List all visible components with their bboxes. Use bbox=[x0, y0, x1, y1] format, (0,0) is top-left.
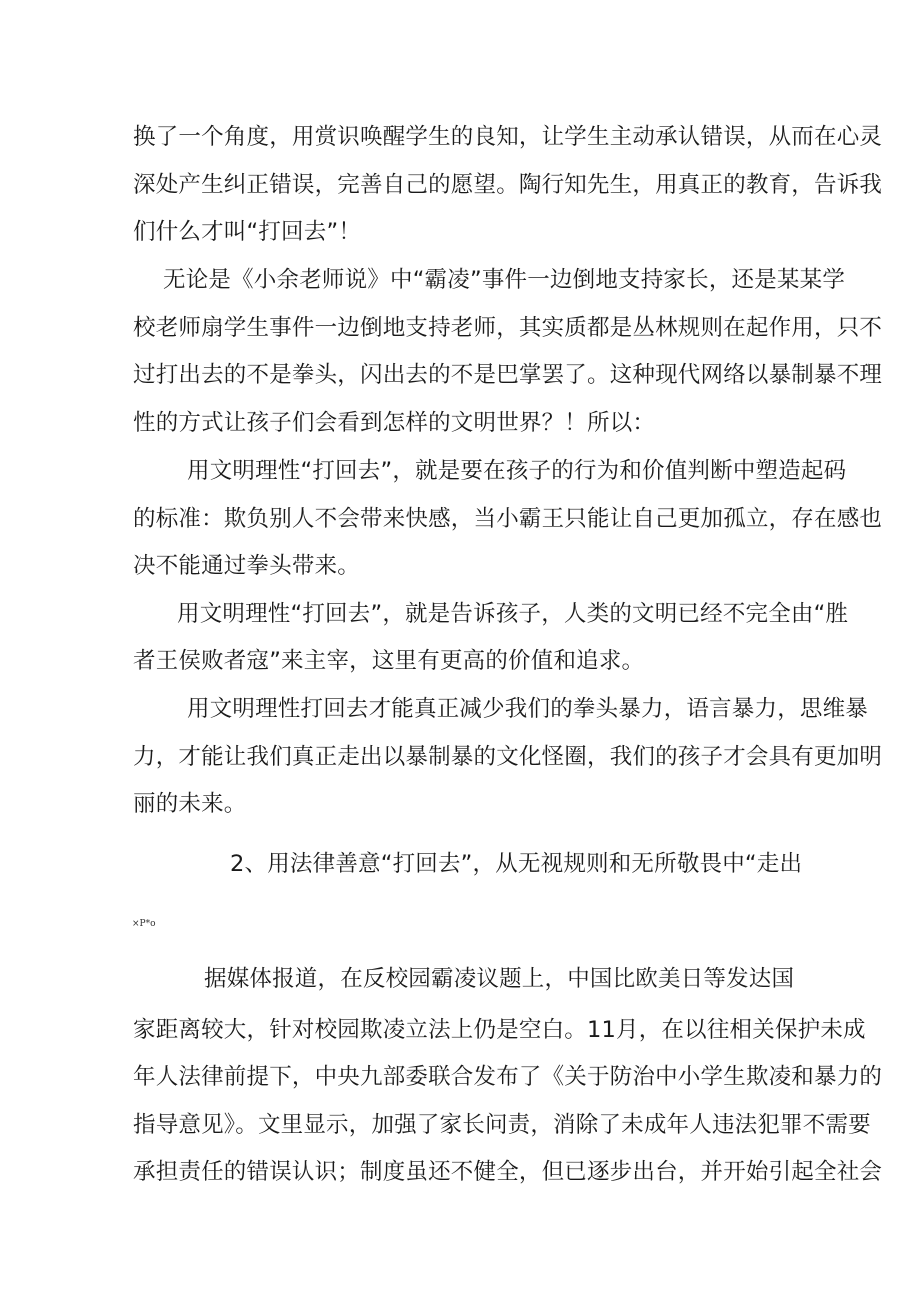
paragraph-1-line-2: 深处产生纠正错误，完善自己的愿望。陶行知先生，用真正的教育，告诉我 bbox=[133, 172, 883, 198]
paragraph-5-line-1: 用文明理性打回去才能真正减少我们的拳头暴力，语言暴力，思维暴 bbox=[187, 696, 869, 722]
paragraph-5-line-2: 力，才能让我们真正走出以暴制暴的文化怪圈，我们的孩子才会具有更加明 bbox=[133, 744, 883, 770]
paragraph-4-line-1: 用文明理性“打回去”，就是告诉孩子，人类的文明已经不完全由“胜 bbox=[177, 601, 849, 627]
stray-mark: ×P*o bbox=[132, 919, 156, 929]
paragraph-6-line-1: 据媒体报道，在反校园霸凌议题上，中国比欧美日等发达国 bbox=[204, 966, 795, 992]
paragraph-3-line-3: 决不能通过拳头带来。 bbox=[133, 553, 361, 579]
paragraph-2-line-4: 性的方式让孩子们会看到怎样的文明世界？！所以： bbox=[133, 410, 656, 436]
paragraph-7-line-2: 年人法律前提下，中央九部委联合发布了《关于防治中小学生欺凌和暴力的 bbox=[133, 1064, 883, 1090]
paragraph-4-line-2: 者王侯败者寇”来主宰，这里有更高的价值和追求。 bbox=[133, 648, 645, 674]
paragraph-2-line-1: 无论是《小余老师说》中“霸凌”事件一边倒地支持家长，还是某某学 bbox=[163, 267, 846, 293]
paragraph-2-line-3: 过打出去的不是拳头，闪出去的不是巴掌罢了。这种现代网络以暴制暴不理 bbox=[133, 362, 883, 388]
paragraph-3-line-1: 用文明理性“打回去”，就是要在孩子的行为和价值判断中塑造起码 bbox=[187, 458, 847, 484]
paragraph-1-line-1: 换了一个角度，用赏识唤醒学生的良知，让学生主动承认错误，从而在心灵 bbox=[133, 124, 883, 150]
paragraph-7-line-3: 指导意见》。文里显示，加强了家长问责，消除了未成年人违法犯罪不需要 bbox=[133, 1112, 871, 1138]
paragraph-1-line-3: 们什么才叫“打回去”！ bbox=[133, 219, 362, 245]
section-heading: 2、用法律善意“打回去”，从无视规则和无所敬畏中“走出 bbox=[230, 851, 803, 877]
paragraph-2-line-2: 校老师扇学生事件一边倒地支持老师，其实质都是丛林规则在起作用，只不 bbox=[133, 315, 883, 341]
paragraph-7-line-4: 承担责任的错误认识；制度虽还不健全，但已逐步出台，并开始引起全社会 bbox=[133, 1159, 883, 1185]
paragraph-7-line-1: 家距离较大，针对校园欺凌立法上仍是空白。11月，在以往相关保护未成 bbox=[133, 1017, 866, 1043]
paragraph-5-line-3: 丽的未来。 bbox=[133, 791, 247, 817]
paragraph-3-line-2: 的标准：欺负别人不会带来快感，当小霸王只能让自己更加孤立，存在感也 bbox=[133, 506, 883, 532]
